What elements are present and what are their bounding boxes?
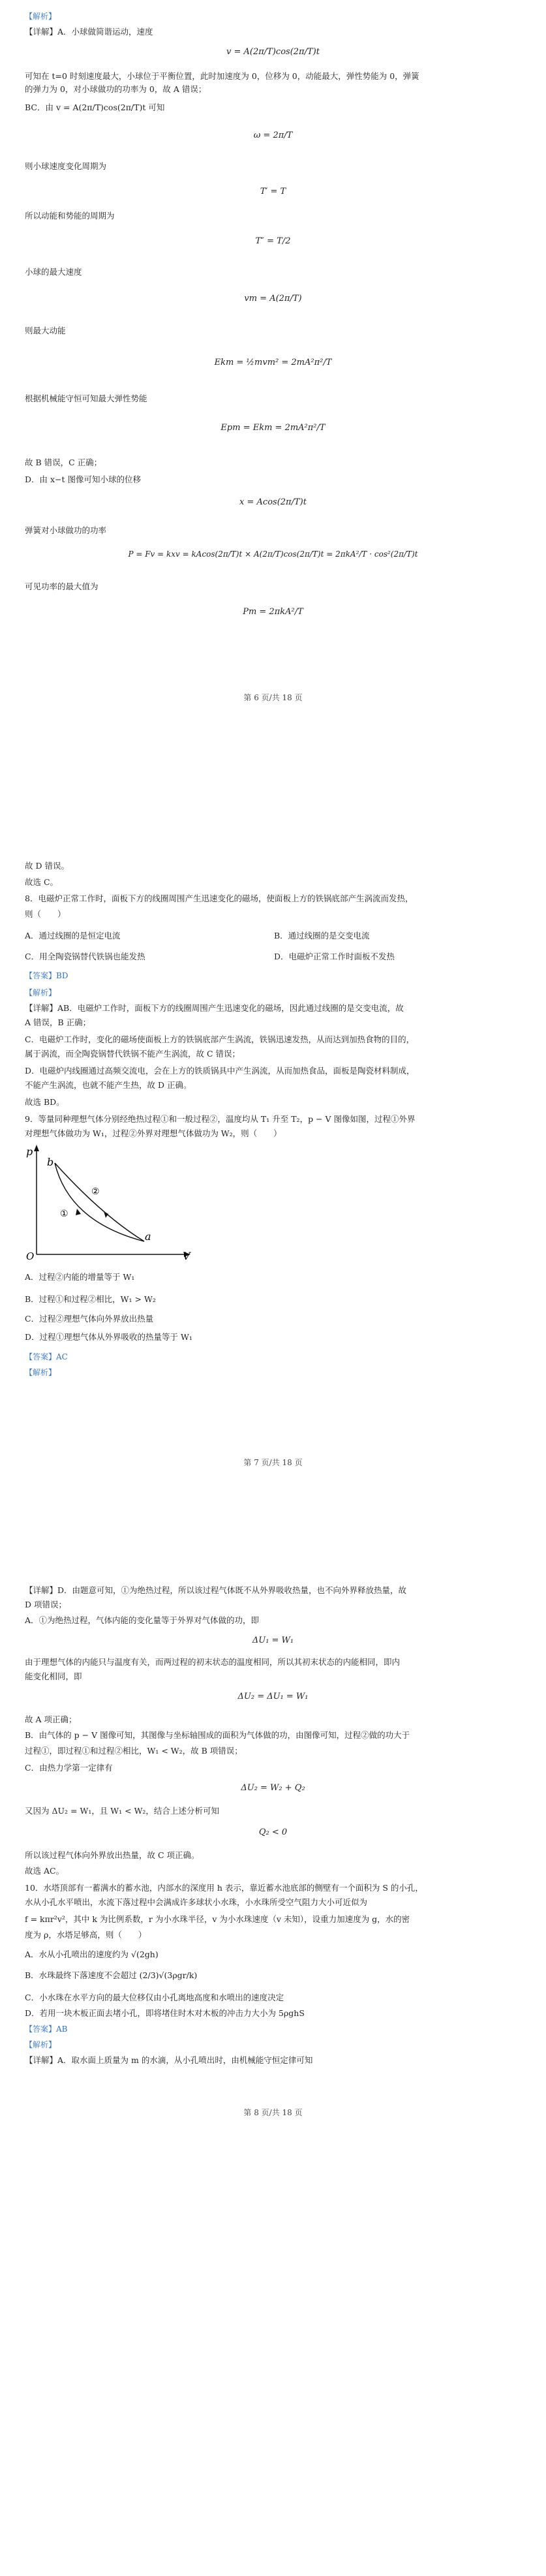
text-line: 对理想气体做功为 W₁，过程②外界对理想气体做功为 W₂，则（ ） bbox=[25, 1128, 282, 1138]
text-line: 故 D 错误。 bbox=[25, 861, 69, 871]
equation: Ekm = ½mvm² = 2mA²π²/T bbox=[214, 358, 332, 367]
text-line: 则（ ） bbox=[25, 909, 66, 919]
text-line: 不能产生涡流，也就不能产生热，故 D 正确。 bbox=[25, 1080, 192, 1090]
text-line: 小球的最大速度 bbox=[25, 267, 82, 277]
text-line: 又因为 ΔU₂ = W₁，且 W₁ < W₂，结合上述分析可知 bbox=[25, 1806, 219, 1816]
text-line: 所以该过程气体向外界放出热量，故 C 项正确。 bbox=[25, 1850, 200, 1860]
equation: Q₂ < 0 bbox=[258, 1827, 288, 1837]
text-line: D 项错误； bbox=[25, 1600, 67, 1609]
question-10: 10．水塔顶部有一蓄满水的蓄水池，内部水的深度用 h 表示，靠近蓄水池底部的侧壁有一个面积为 S 的小孔， bbox=[25, 1883, 423, 1893]
process-2-label: ② bbox=[91, 1187, 100, 1197]
axis-label-v: V bbox=[183, 1250, 190, 1261]
text-line: 故选 AC。 bbox=[25, 1866, 65, 1876]
text-line: 故选 C。 bbox=[25, 877, 59, 887]
equation: vm = A(2π/T) bbox=[244, 294, 302, 303]
text-line: 【详解】A．小球做简谐运动，速度 bbox=[25, 27, 153, 37]
text-line: D．由 x−t 图像可知小球的位移 bbox=[25, 474, 142, 484]
pv-graph bbox=[23, 1143, 193, 1261]
analysis-tag: 【解析】 bbox=[25, 12, 57, 21]
text-line: C．由热力学第一定律有 bbox=[25, 1763, 113, 1773]
text-line: 故 B 错误，C 正确； bbox=[25, 458, 102, 467]
text-line: C．电磁炉工作时，变化的磁场使面板上方的铁锅底部产生涡流，铁锅迅速发热，从而达到加热食物的目的， bbox=[25, 1034, 415, 1044]
point-b-label: b bbox=[47, 1156, 54, 1168]
origin-label: O bbox=[26, 1250, 35, 1261]
question-9: 9．等量同种理想气体分别经绝热过程①和一般过程②，温度均从 T₁ 升至 T₂，p − V 图像如图，过程①外界 bbox=[25, 1114, 416, 1124]
point-a-label: a bbox=[145, 1230, 151, 1243]
option-b: B．过程①和过程②相比，W₁ > W₂ bbox=[25, 1294, 156, 1304]
text-line: 属于涡流，而全陶瓷锅替代铁锅不能产生涡流，故 C 错误； bbox=[25, 1049, 241, 1059]
page-footer: 第 8 页/共 18 页 bbox=[243, 2108, 303, 2117]
answer-tag: 【答案】AB bbox=[25, 2025, 68, 2034]
text-line: 【详解】AB．电磁炉工作时，面板下方的线圈周围产生迅速变化的磁场，因此通过线圈的是交变电流，故 bbox=[25, 1003, 404, 1013]
analysis-tag: 【解析】 bbox=[25, 988, 57, 997]
option-c: C．过程②理想气体向外界放出热量 bbox=[25, 1314, 154, 1324]
option-b: B．通过线圈的是交变电流 bbox=[274, 931, 370, 940]
text-line: 【详解】D．由题意可知，①为绝热过程，所以该过程气体既不从外界吸收热量，也不向外界释放热量，故 bbox=[25, 1585, 407, 1595]
axis-label-p: p bbox=[26, 1145, 33, 1158]
text-line: 故 A 项正确； bbox=[25, 1715, 77, 1724]
text-line: A．①为绝热过程，气体内能的变化量等于外界对气体做的功，即 bbox=[25, 1615, 260, 1625]
equation: ΔU₂ = W₂ + Q₂ bbox=[241, 1783, 305, 1793]
option-d: D．若用一块木板正面去堵小孔，即将堵住时木对木板的冲击力大小为 5ρghS bbox=[25, 2008, 305, 2018]
process-1-label: ① bbox=[60, 1209, 68, 1219]
equation: T′ = T bbox=[260, 187, 286, 196]
text-line: 过程①，即过程①和过程②相比，W₁ < W₂，故 B 项错误； bbox=[25, 1746, 243, 1756]
equation: ΔU₂ = ΔU₁ = W₁ bbox=[237, 1692, 309, 1701]
equation: ΔU₁ = W₁ bbox=[252, 1636, 294, 1645]
equation: v = A(2π/T)cos(2π/T)t bbox=[226, 47, 320, 57]
text-line: 【详解】A．取水面上质量为 m 的水滴，从小孔喷出时，由机械能守恒定律可知 bbox=[25, 2055, 313, 2065]
option-d: D．过程①理想气体从外界吸收的热量等于 W₁ bbox=[25, 1332, 192, 1342]
text-line: f = kπr²v²，其中 k 为比例系数，r 为小水珠半径，v 为小水珠速度（v 未知），设重力加速度为 g，水的密 bbox=[25, 1914, 410, 1924]
equation: P = Fv = kxv = kAcos(2π/T)t × A(2π/T)cos(2π/T)t = 2πkA²/T · cos²(2π/T)t bbox=[128, 550, 418, 559]
text-line: 可知在 t=0 时刻速度最大，小球位于平衡位置，此时加速度为 0，位移为 0，动能最大，弹性势能为 0，弹簧 bbox=[25, 71, 419, 81]
equation: x = Acos(2π/T)t bbox=[239, 497, 307, 507]
text-line: 能变化相同，即 bbox=[25, 1671, 82, 1681]
text-line: 所以动能和势能的周期为 bbox=[25, 211, 115, 221]
text-line: 的弹力为 0，对小球做功的功率为 0，故 A 错误； bbox=[25, 84, 207, 94]
text-line: 根据机械能守恒可知最大弹性势能 bbox=[25, 394, 147, 403]
text-line: BC．由 v = A(2π/T)cos(2π/T)t 可知 bbox=[25, 102, 165, 112]
text-line: B．由气体的 p − V 图像可知，其图像与坐标轴围成的面积为气体做的功，由图像可知，过程②做的功大于 bbox=[25, 1730, 410, 1740]
text-line: 弹簧对小球做功的功率 bbox=[25, 525, 107, 535]
option-c: C．小水珠在水平方向的最大位移仅由小孔离地高度和水喷出的速度决定 bbox=[25, 1993, 284, 2002]
option-a: A．通过线圈的是恒定电流 bbox=[25, 931, 121, 940]
option-c: C．用全陶瓷锅替代铁锅也能发热 bbox=[25, 952, 145, 961]
text-line: 度为 ρ，水塔足够高，则（ ） bbox=[25, 1930, 147, 1940]
answer-tag: 【答案】AC bbox=[25, 1352, 68, 1361]
answer-tag: 【答案】BD bbox=[25, 971, 68, 980]
text-line: D．电磁炉内线圈通过高频交流电，会在上方的铁质锅具中产生涡流，从而加热食品，面板是陶瓷材料制成， bbox=[25, 1066, 415, 1076]
text-line: 故选 BD。 bbox=[25, 1097, 65, 1107]
option-a: A．过程②内能的增量等于 W₁ bbox=[25, 1272, 135, 1282]
page-footer: 第 6 页/共 18 页 bbox=[243, 693, 303, 702]
option-a: A．水从小孔喷出的速度约为 √(2gh) bbox=[25, 1949, 159, 1959]
text-line: 则最大动能 bbox=[25, 326, 66, 335]
analysis-tag: 【解析】 bbox=[25, 1368, 57, 1377]
text-line: 则小球速度变化周期为 bbox=[25, 161, 107, 171]
option-b: B．水珠最终下落速度不会超过 (2/3)√(3ρgr/k) bbox=[25, 1970, 198, 1980]
text-line: 可见功率的最大值为 bbox=[25, 582, 99, 591]
equation: ω = 2π/T bbox=[253, 131, 293, 140]
equation: Pm = 2πkA²/T bbox=[243, 607, 303, 617]
text-line: 水从小孔水平喷出，水流下落过程中会满成许多球状小水珠，小水珠所受空气阻力大小可近似为 bbox=[25, 1897, 368, 1907]
option-d: D．电磁炉正常工作时面板不发热 bbox=[274, 952, 395, 961]
text-line: 由于理想气体的内能只与温度有关，而两过程的初末状态的温度相同，所以其初末状态的内能相同，即内 bbox=[25, 1657, 401, 1667]
equation: Epm = Ekm = 2mA²π²/T bbox=[220, 423, 326, 433]
text-line: A 错误，B 正确； bbox=[25, 1017, 91, 1027]
page-footer: 第 7 页/共 18 页 bbox=[243, 1458, 303, 1467]
equation: T″ = T/2 bbox=[255, 236, 291, 246]
question-8: 8．电磁炉正常工作时，面板下方的线圈周围产生迅速变化的磁场，使面板上方的铁锅底部产生涡流而发热， bbox=[25, 893, 414, 903]
analysis-tag: 【解析】 bbox=[25, 2040, 57, 2049]
